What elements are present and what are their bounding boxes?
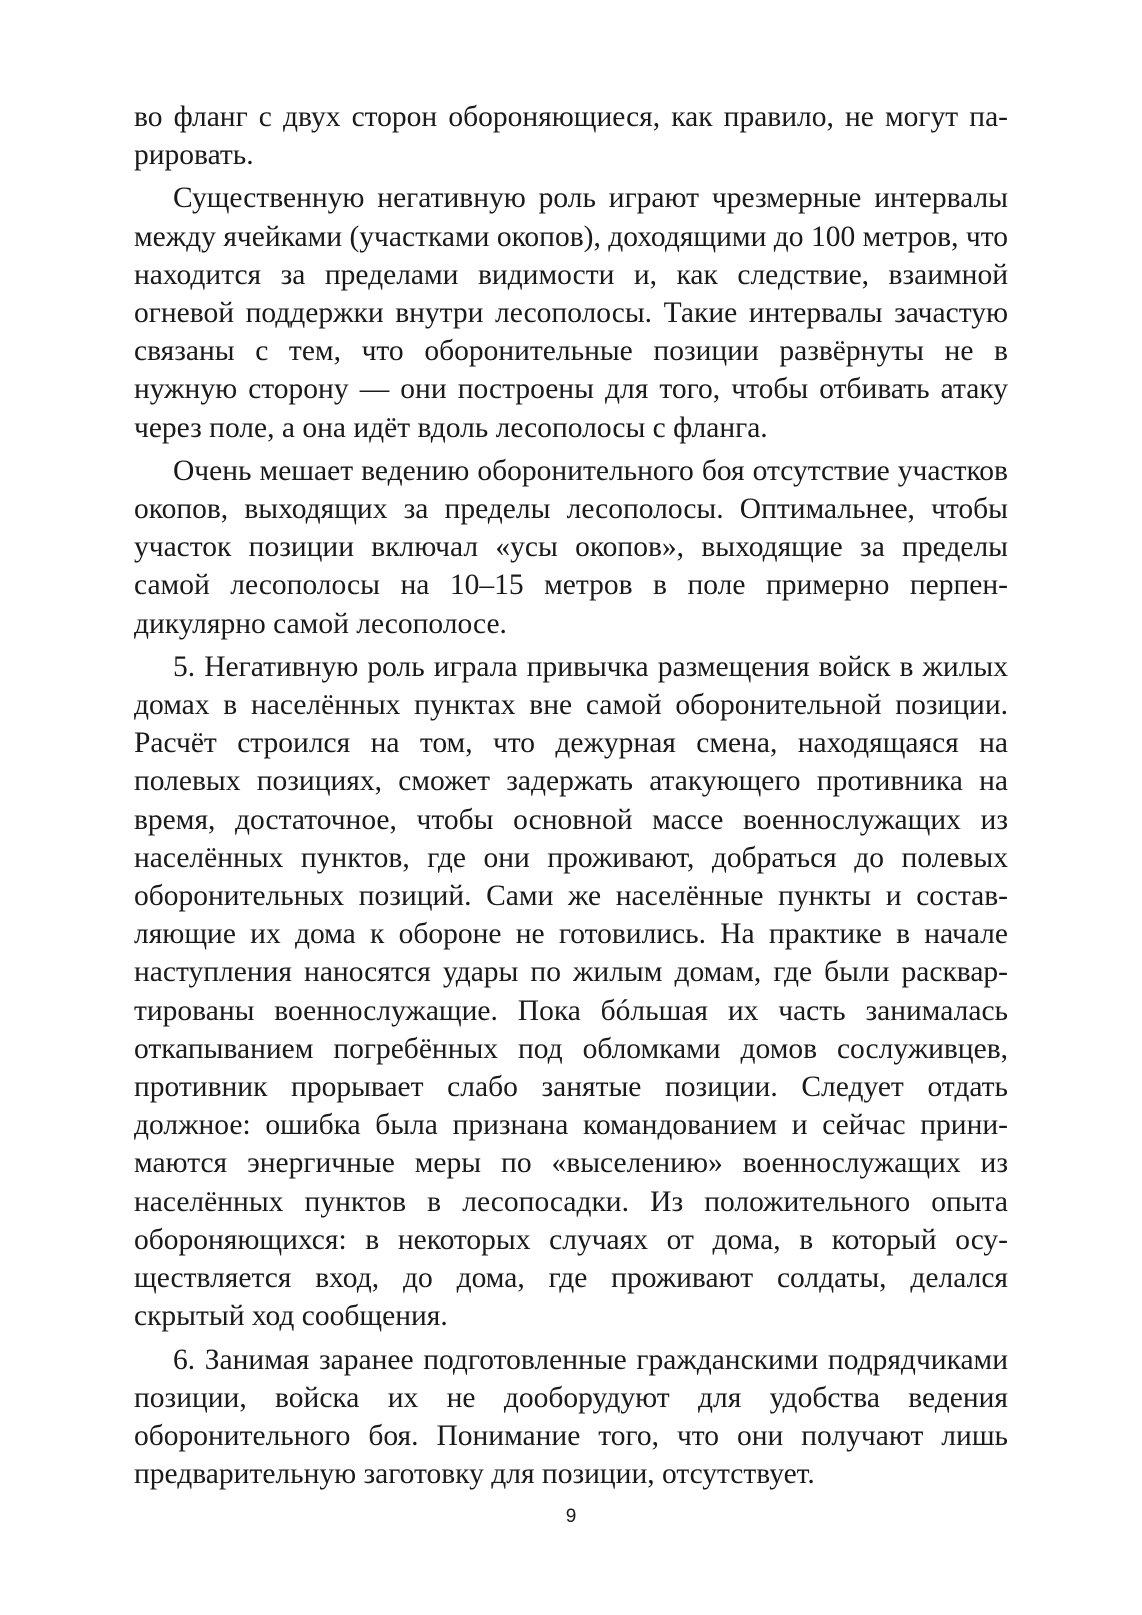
page-number: 9 <box>565 1506 577 1527</box>
body-text <box>134 98 1008 1498</box>
paragraph-item-5: 5. Негативную роль играла привычка размещения войск в жилых домах в населённых пунктах вне самой оборонительной позиции. Расчёт строился на том, что дежурная смена, находящаяся на полевых позициях, сможет задержать атакующего противника на время, достаточное, чтобы основной массе военнослужащих из населённых пунктов, где они проживают, добраться до полевых оборонительных позиций. Сами же населённые пункты и составляющие их дома к обороне не готовились. На практике в начале наступления наносятся удары по жилым домам, где были расквартированы военнослужащие. Пока бóльшая их часть занималась откапыванием погребённых под обломками домов сослуживцев, противник прорывает слабо занятые позиции. Следует отдать должное: ошибка была признана командованием и сейчас принимаются энергичные меры по «выселению» военнослужащих из населённых пунктов в лесопосадки. Из положительного опыта обороняющихся: в некоторых случаях от дома, в который осуществляется вход, до дома, где проживают солдаты, делался скрытый ход сообщения. <box>134 650 1008 1333</box>
paragraph-continuation: во фланг с двух сторон обороняющиеся, как правило, не могут парировать. <box>134 101 1008 172</box>
paragraph: Существенную негативную роль играют чрезмерные интервалы между ячейками (участками окопов), доходящими до 100 метров, что находится за пределами видимости и, как следствие, взаимной огневой поддержки внутри лесополосы. Такие интервалы зачастую связаны с тем, что оборонительные позиции развёрнуты не в нужную сторону — они построены для того, чтобы отбивать атаку через поле, а она идёт вдоль лесополосы с фланга. <box>134 182 1008 444</box>
paragraph: Очень мешает ведению оборонительного боя отсутствие участков окопов, выходящих за пределы лесополосы. Оптимальнее, чтобы участок позиции включал «усы окопов», выходящие за пределы самой лесополосы на 10–15 метров в поле примерно перпендикулярно самой лесополосе. <box>134 454 1008 640</box>
paragraph-item-6: 6. Занимая заранее подготовленные гражданскими подрядчиками позиции, войска их не дооборудуют для удобства ведения оборонительного боя. Понимание того, что они получают лишь предварительную заготовку для позиции, отсутствует. <box>134 1343 1008 1491</box>
